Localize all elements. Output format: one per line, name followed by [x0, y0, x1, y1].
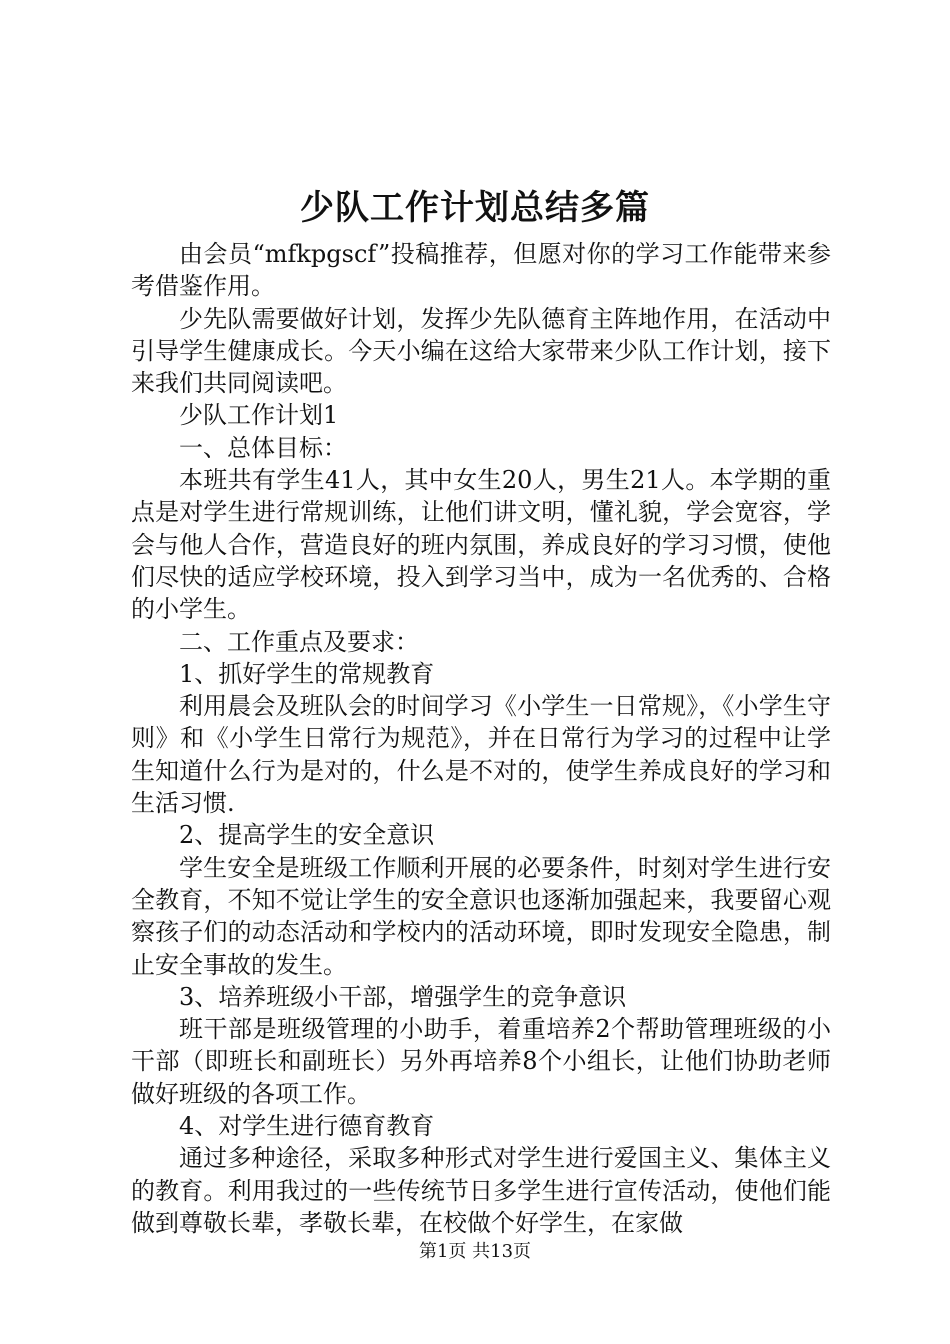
- section-heading: 4、对学生进行德育教育: [179, 1112, 435, 1141]
- document-body: [131, 238, 831, 1239]
- paragraph: 少先队需要做好计划，发挥少先队德育主阵地作用，在活动中引导学生健康成长。今天小编在这给大家带来少队工作计划，接下来我们共同阅读吧。: [131, 304, 831, 398]
- section-heading: 2、提高学生的安全意识: [179, 821, 435, 850]
- paragraph: 本班共有学生41人，其中女生20人，男生21人。本学期的重点是对学生进行常规训练，让他们讲文明，懂礼貌，学会宽容，学会与他人合作，营造良好的班内氛围，养成良好的学习习惯，使他们尽快的适应学校环境，投入到学习当中，成为一名优秀的、合格的小学生。: [131, 466, 831, 624]
- paragraph: 学生安全是班级工作顺利开展的必要条件，时刻对学生进行安全教育，不知不觉让学生的安全意识也逐渐加强起来，我要留心观察孩子们的动态活动和学校内的活动环境，即时发现安全隐患，制止安全事故的发生。: [131, 853, 831, 979]
- document-title: 少队工作计划总结多篇: [300, 188, 650, 228]
- section-heading: 一、总体目标：: [179, 433, 347, 462]
- paragraph: 利用晨会及班队会的时间学习《小学生一日常规》，《小学生守则》和《小学生日常行为规范》，并在日常行为学习的过程中让学生知道什么行为是对的，什么是不对的，使学生养成良好的学习和生活习惯.: [131, 692, 831, 818]
- paragraph: 班干部是班级管理的小助手，着重培养2个帮助管理班级的小干部（即班长和副班长）另外再培养8个小组长，让他们协助老师做好班级的各项工作。: [131, 1015, 831, 1108]
- paragraph: 通过多种途径，采取多种形式对学生进行爱国主义、集体主义的教育。利用我过的一些传统节日多学生进行宣传活动，使他们能做到尊敬长辈，孝敬长辈，在校做个好学生，在家做: [131, 1144, 831, 1237]
- section-heading: 二、工作重点及要求：: [179, 627, 419, 656]
- section-heading: 1、抓好学生的常规教育: [179, 659, 435, 688]
- paragraph: 由会员“mfkpgscf”投稿推荐，但愿对你的学习工作能带来参考借鉴作用。: [131, 240, 831, 301]
- section-heading: 3、培养班级小干部，增强学生的竞争意识: [179, 982, 627, 1011]
- section-heading: 少队工作计划1: [179, 401, 339, 430]
- page-number: 第1页: [418, 1241, 467, 1262]
- page-total: 共13页: [472, 1241, 532, 1262]
- page-footer: [0, 1240, 950, 1264]
